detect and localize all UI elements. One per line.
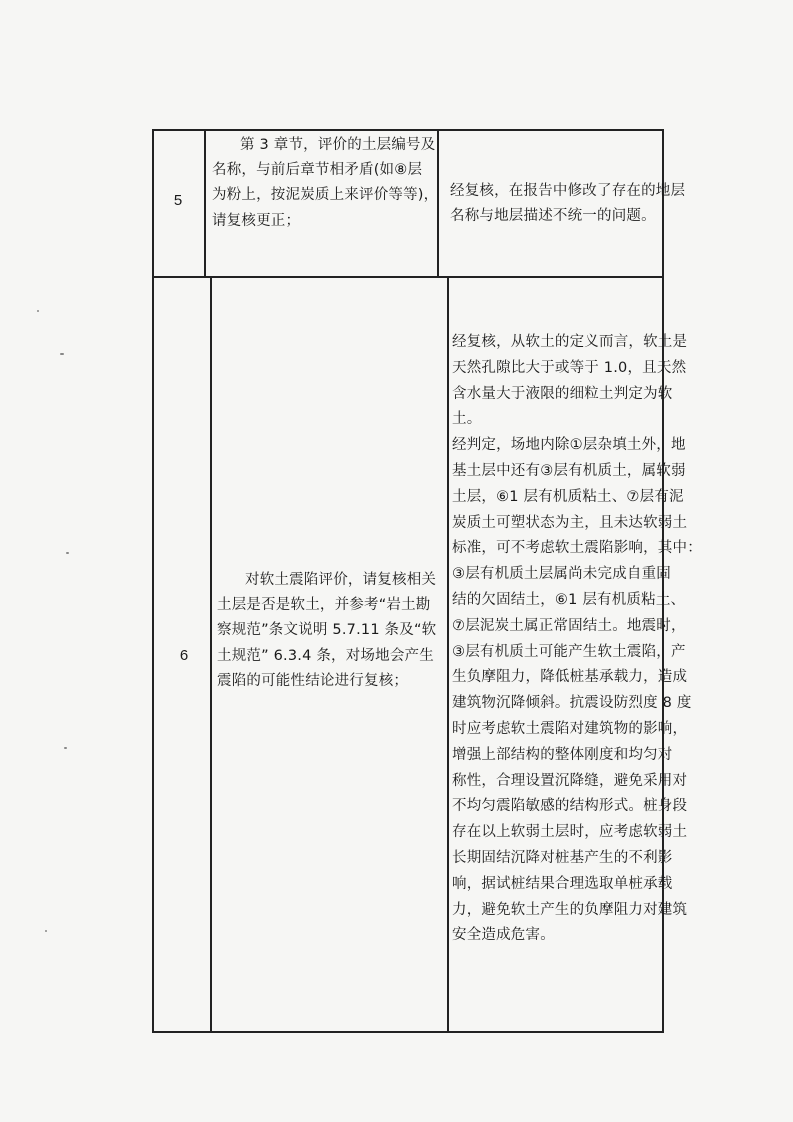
scan-speck (60, 353, 64, 355)
text-line: 含水量大于液限的细粒土判定为软 (452, 385, 673, 402)
text-line: 称性，合理设置沉降缝，避免采用对 (452, 772, 688, 789)
text-line: 不均匀震陷敏感的结构形式。桩身段 (452, 798, 688, 815)
scan-speck (37, 310, 39, 312)
text-line: ③层有机质土层属尚未完成自重固 (452, 566, 671, 583)
text-line: 长期固结沉降对桩基产生的不利影 (452, 849, 673, 866)
text-line: ⑦层泥炭土属正常固结土。地震时， (452, 617, 686, 634)
text-line: 经判定，场地内除①层杂填土外，地 (452, 437, 686, 454)
text-line: 请复核更正； (212, 212, 301, 229)
text-line: 土层是否是软土，并参考“岩土勘 (217, 597, 431, 614)
text-line: 炭质土可塑状态为主，且未达软弱土 (452, 514, 688, 531)
text-line: 响，据试桩结果合理选取单桩承载 (452, 875, 673, 892)
text-line: 名称，与前后章节相矛盾(如⑧层 (212, 162, 423, 179)
row-divider (152, 276, 664, 278)
reply-text (452, 330, 702, 949)
text-line: 力，避免软土产生的负摩阻力对建筑 (452, 901, 688, 918)
table-bottom-border (152, 1031, 664, 1033)
text-line: 为粉上，按泥炭质上来评价等等)， (212, 187, 439, 204)
row-number: 5 (173, 192, 183, 209)
text-line: 对软土震陷评价，请复核相关 (245, 572, 437, 588)
text-line: 震陷的可能性结论进行复核； (217, 672, 409, 689)
scan-speck (45, 930, 47, 932)
reply-text (446, 179, 685, 229)
text-line: 时应考虑软土震陷对建筑物的影响， (452, 720, 688, 737)
text-line: 安全造成危害。 (452, 927, 555, 944)
scan-speck (66, 552, 69, 554)
text-line: 存在以上软弱土层时，应考虑软弱土 (452, 824, 688, 841)
text-line: 名称与地层描述不统一的问题。 (450, 208, 656, 225)
text-line: 结的欠固结土，⑥1 层有机质粘土、 (452, 591, 686, 608)
text-line: 基土层中还有③层有机质土，属软弱 (452, 462, 686, 479)
text-line: 标准，可不考虑软土震陷影响，其中： (452, 540, 702, 557)
table-top-border (152, 129, 664, 131)
text-line: 经复核，从软土的定义而言，软土是 (452, 334, 688, 350)
row-number: 6 (179, 647, 189, 664)
text-line: 察规范”条文说明 5.7.11 条及“软 (217, 622, 437, 639)
text-line: 增强上部结构的整体刚度和均匀对 (452, 746, 673, 763)
scan-speck (64, 747, 67, 749)
column-divider-2 (447, 276, 449, 1033)
text-line: 建筑物沉降倾斜。抗震设防烈度 8 度 (452, 695, 692, 712)
issue-text (212, 133, 438, 234)
text-line: 第 3 章节，评价的土层编号及 (240, 137, 436, 153)
text-line: 天然孔隙比大于或等于 1.0，且天然 (452, 359, 687, 376)
text-line: ③层有机质土可能产生软土震陷，产 (452, 643, 686, 660)
issue-text (217, 568, 436, 694)
text-line: 生负摩阻力，降低桩基承载力，造成 (452, 669, 688, 686)
text-line: 经复核，在报告中修改了存在的地层 (450, 183, 686, 199)
text-line: 土。 (452, 411, 482, 428)
text-line: 土层，⑥1 层有机质粘土、⑦层有泥 (452, 488, 684, 505)
column-divider-1 (210, 276, 212, 1033)
table-left-border (152, 129, 154, 1033)
text-line: 土规范” 6.3.4 条，对场地会产生 (217, 647, 434, 664)
column-divider-1 (204, 129, 206, 278)
